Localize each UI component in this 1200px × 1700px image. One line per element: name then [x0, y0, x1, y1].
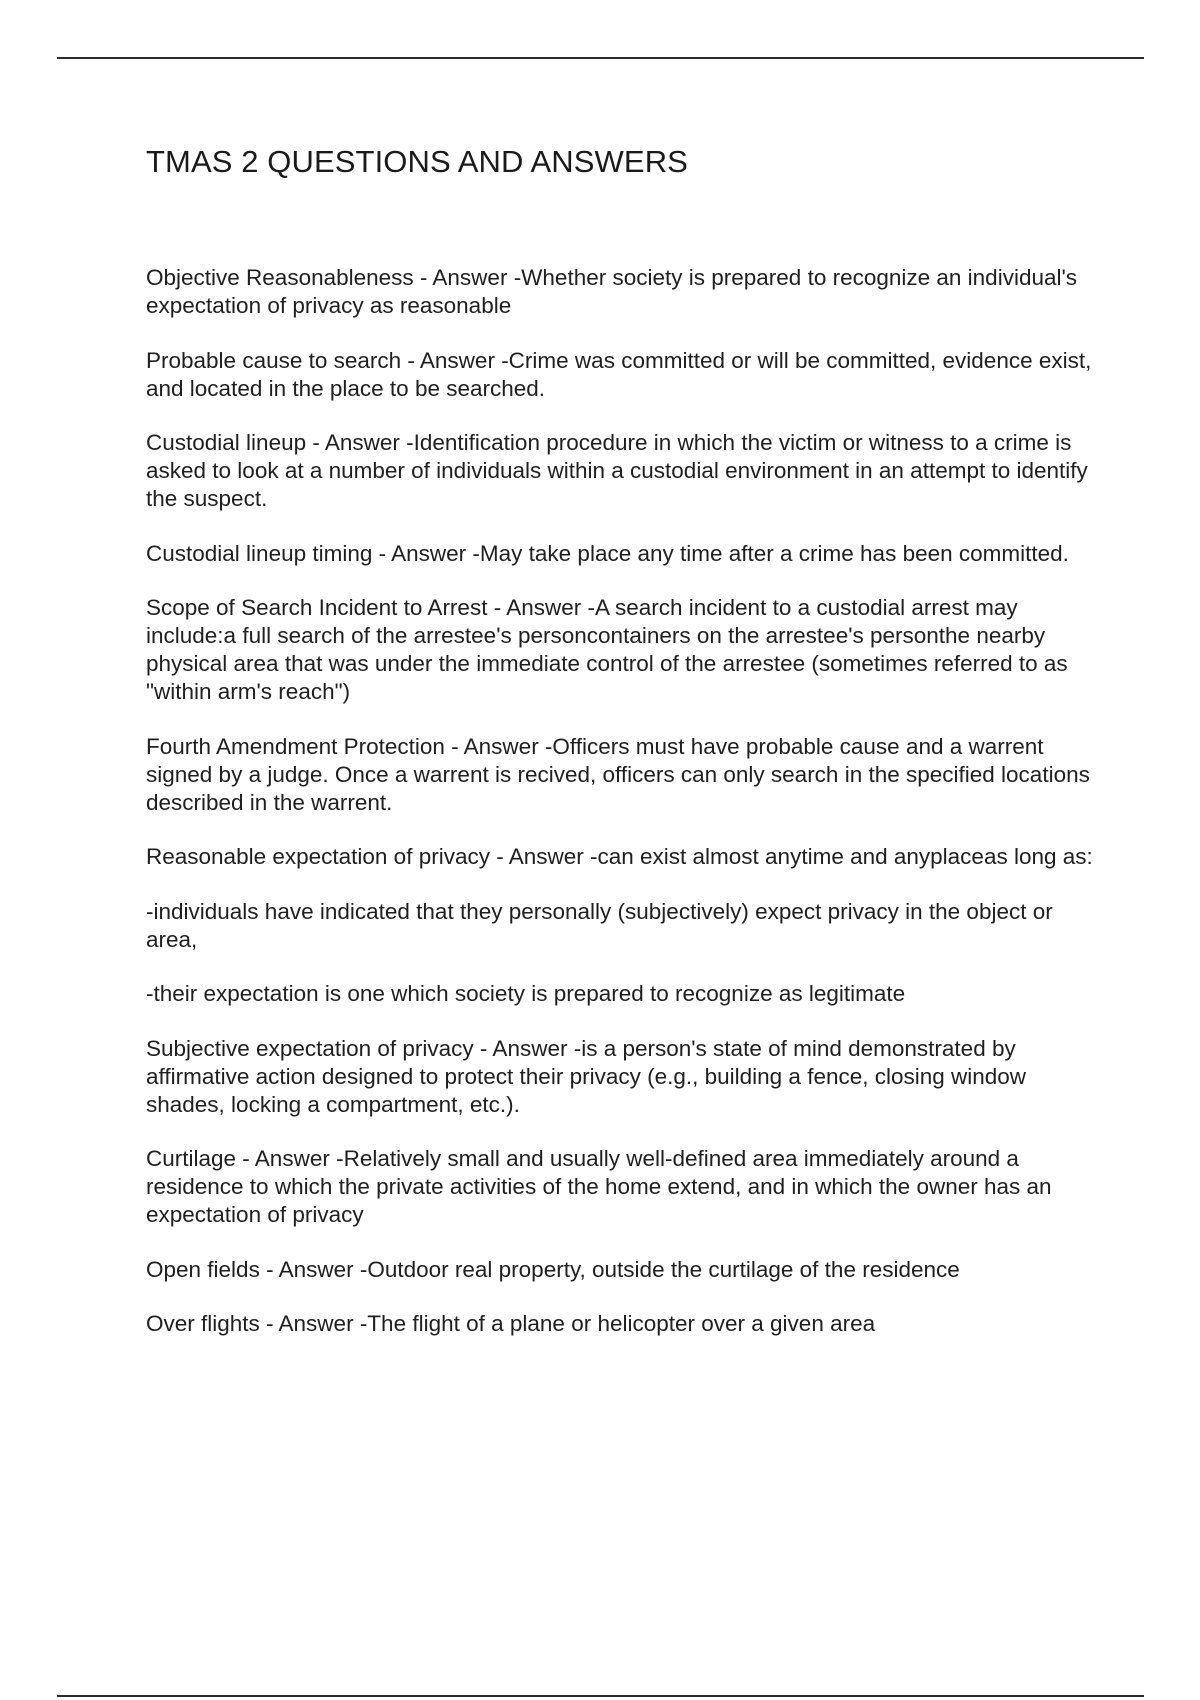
qa-item-custodial-lineup-timing: Custodial lineup timing - Answer -May take place any time after a crime has been committed.	[146, 540, 1069, 566]
qa-item-probable-cause: Probable cause to search - Answer -Crime was committed or will be committed, evidence exist, and located in the place to be searched.	[146, 347, 1092, 401]
top-divider	[57, 57, 1144, 59]
qa-item-curtilage: Curtilage - Answer -Relatively small and usually well-defined area immediately around a residence to which the private activities of the home extend, and in which the owner has an expectation of privacy	[146, 1146, 1052, 1227]
qa-item-over-flights: Over flights - Answer -The flight of a plane or helicopter over a given area	[146, 1311, 876, 1336]
qa-item-custodial-lineup: Custodial lineup - Answer -Identification procedure in which the victim or witness to a crime is asked to look at a number of individuals within a custodial environment in an attempt to identify the suspect.	[146, 430, 1088, 511]
qa-item-open-fields: Open fields - Answer -Outdoor real property, outside the curtilage of the residence	[146, 1256, 960, 1282]
qa-item-fourth-amendment: Fourth Amendment Protection - Answer -Officers must have probable cause and a warrent signed by a judge. Once a warrent is recived, officers can only search in the specified locations described in the warrent.	[146, 733, 1090, 815]
qa-list	[146, 264, 1101, 1365]
qa-item-condition-subjective: -individuals have indicated that they personally (subjectively) expect privacy in the object or area,	[146, 898, 1053, 952]
qa-item-search-incident-scope: Scope of Search Incident to Arrest - Answer -A search incident to a custodial arrest may include:a full search of the arrestee's personcontainers on the arrestee's personthe nearby physical area that was under the immediate control of the arrestee (sometimes referred to as "within arm's reach")	[146, 595, 1068, 704]
qa-item-condition-legitimate: -their expectation is one which society is prepared to recognize as legitimate	[146, 981, 906, 1006]
qa-item-subjective-expectation: Subjective expectation of privacy - Answer -is a person's state of mind demonstrated by affirmative action designed to protect their privacy (e.g., building a fence, closing window shades, locking a compartment, etc.).	[146, 1035, 1027, 1117]
document-title: TMAS 2 QUESTIONS AND ANSWERS	[146, 144, 688, 179]
qa-item-objective-reasonableness: Objective Reasonableness - Answer -Whether society is prepared to recognize an individual's expectation of privacy as reasonable	[146, 265, 1078, 318]
qa-item-reasonable-expectation: Reasonable expectation of privacy - Answer -can exist almost anytime and anyplaceas long as:	[146, 844, 1093, 869]
bottom-divider	[57, 1695, 1144, 1697]
